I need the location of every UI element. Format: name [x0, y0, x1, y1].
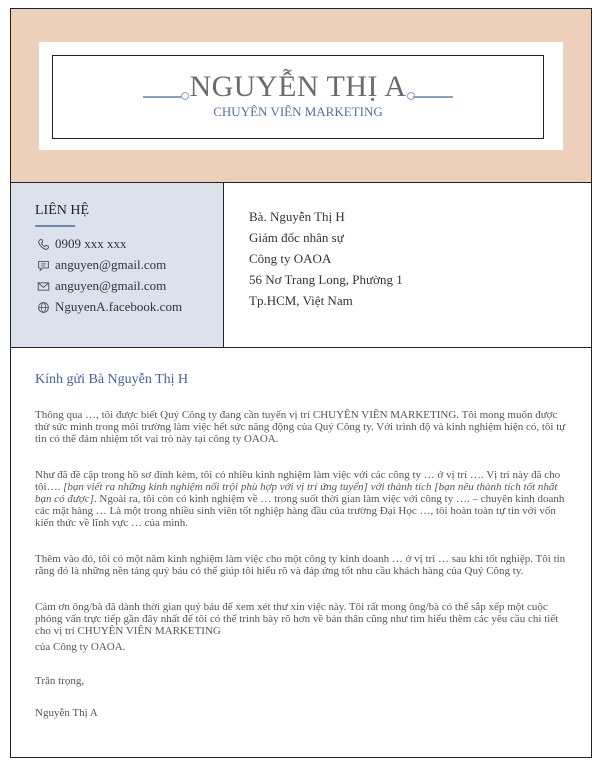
- contact-panel: [11, 183, 224, 348]
- contact-heading: LIÊN HỆ: [35, 203, 90, 218]
- name-frame: [52, 55, 544, 139]
- chat-icon: [37, 259, 50, 272]
- paragraph-4: Cám ơn ông/bà đã dành thời gian quý báu để xem xét thư xin việc này. Tôi rất mong ông/bà có thể sắp xếp một cuộc phỏng vấn trực tiếp gần đây nhất để tôi có thể trình bày rõ hơn về bản thân cũng như tìm hiểu thêm các yêu cầu chi tiết cho vị trí CHUYÊN VIÊN MARKETING: [35, 601, 559, 637]
- signature: Nguyễn Thị A: [35, 707, 98, 719]
- header-band: [11, 9, 591, 183]
- contact-web: [37, 299, 182, 315]
- phone-text: 0909 xxx xxx: [55, 236, 127, 251]
- recipient-name: Bà. Nguyễn Thị H: [249, 209, 345, 224]
- contact-phone: [37, 236, 127, 252]
- job-title: CHUYÊN VIÊN MARKETING: [213, 104, 383, 119]
- email-text: anguyen@gmail.com: [55, 278, 167, 293]
- paragraph-2-part-b: . Ngoài ra, tôi còn có kinh nghiệm về … trong suốt thời gian làm việc với công ty …. – chuyên kinh doanh các mặt hàng … Là một trong nhiều sinh viên tốt nghiệp hàng đầu của trường Đại Học …, tôi hoàn toàn tự tin với vốn kiến thức về lĩnh vực … của mình.: [35, 493, 565, 529]
- recipient-position: Giám đốc nhân sự: [249, 230, 344, 245]
- name-card: [39, 42, 563, 150]
- contact-heading-rule: [35, 225, 75, 227]
- globe-icon: [37, 301, 50, 314]
- paragraph-4-end: của Công ty OAOA.: [35, 641, 126, 653]
- contact-email: [37, 278, 166, 294]
- paragraph-3: Thêm vào đó, tôi có một năm kinh nghiệm làm việc cho một công ty kinh doanh … ở vị trí … sau khi tốt nghiệp. Tôi tin rằng đó là những nền tảng quý báu có thể giúp tôi hiểu rõ và đáp ứng tốt nhu cầu khách hàng của Quý Công ty.: [35, 553, 566, 577]
- recipient-city: Tp.HCM, Việt Nam: [249, 293, 353, 308]
- paragraph-1: Thông qua …, tôi được biết Quý Công ty đang cần tuyển vị trí CHUYÊN VIÊN MARKETING. Tôi mong muốn được thử sức mình trong môi trường làm việc hết sức năng động của Quý Công ty. Với trình độ và kinh nghiệm hiện có, tôi tự tin có thể đảm nhiệm tốt vai trò này tại công ty OAOA.: [35, 409, 566, 445]
- applicant-name: NGUYỄN THỊ A: [189, 70, 407, 103]
- paragraph-2-placeholder: [bạn viết ra những kinh nghiệm nổi trội phù hợp với vị trí ứng tuyển] với thành tích [bạn nêu thành tích tốt nhất bạn có được]: [35, 481, 558, 505]
- envelope-icon: [37, 280, 50, 293]
- salutation: Kính gửi Bà Nguyễn Thị H: [35, 372, 189, 387]
- letter-page: [10, 8, 592, 758]
- web-text: NguyenA.facebook.com: [55, 299, 183, 314]
- phone-icon: [37, 238, 50, 251]
- chat-text: anguyen@gmail.com: [55, 257, 167, 272]
- closing: Trân trọng,: [35, 675, 85, 687]
- recipient-street: 56 Nơ Trang Long, Phường 1: [249, 272, 403, 287]
- paragraph-2: [35, 469, 569, 529]
- paragraph-2-part-a: Như đã đề cập trong hồ sơ đính kèm, tôi có nhiều kinh nghiệm làm việc với các công ty … ở vị trí …. Vị trí này đã cho tôi….: [35, 469, 561, 493]
- contact-chat: [37, 257, 166, 273]
- recipient-panel: [224, 183, 591, 348]
- recipient-company: Công ty OAOA: [249, 251, 332, 266]
